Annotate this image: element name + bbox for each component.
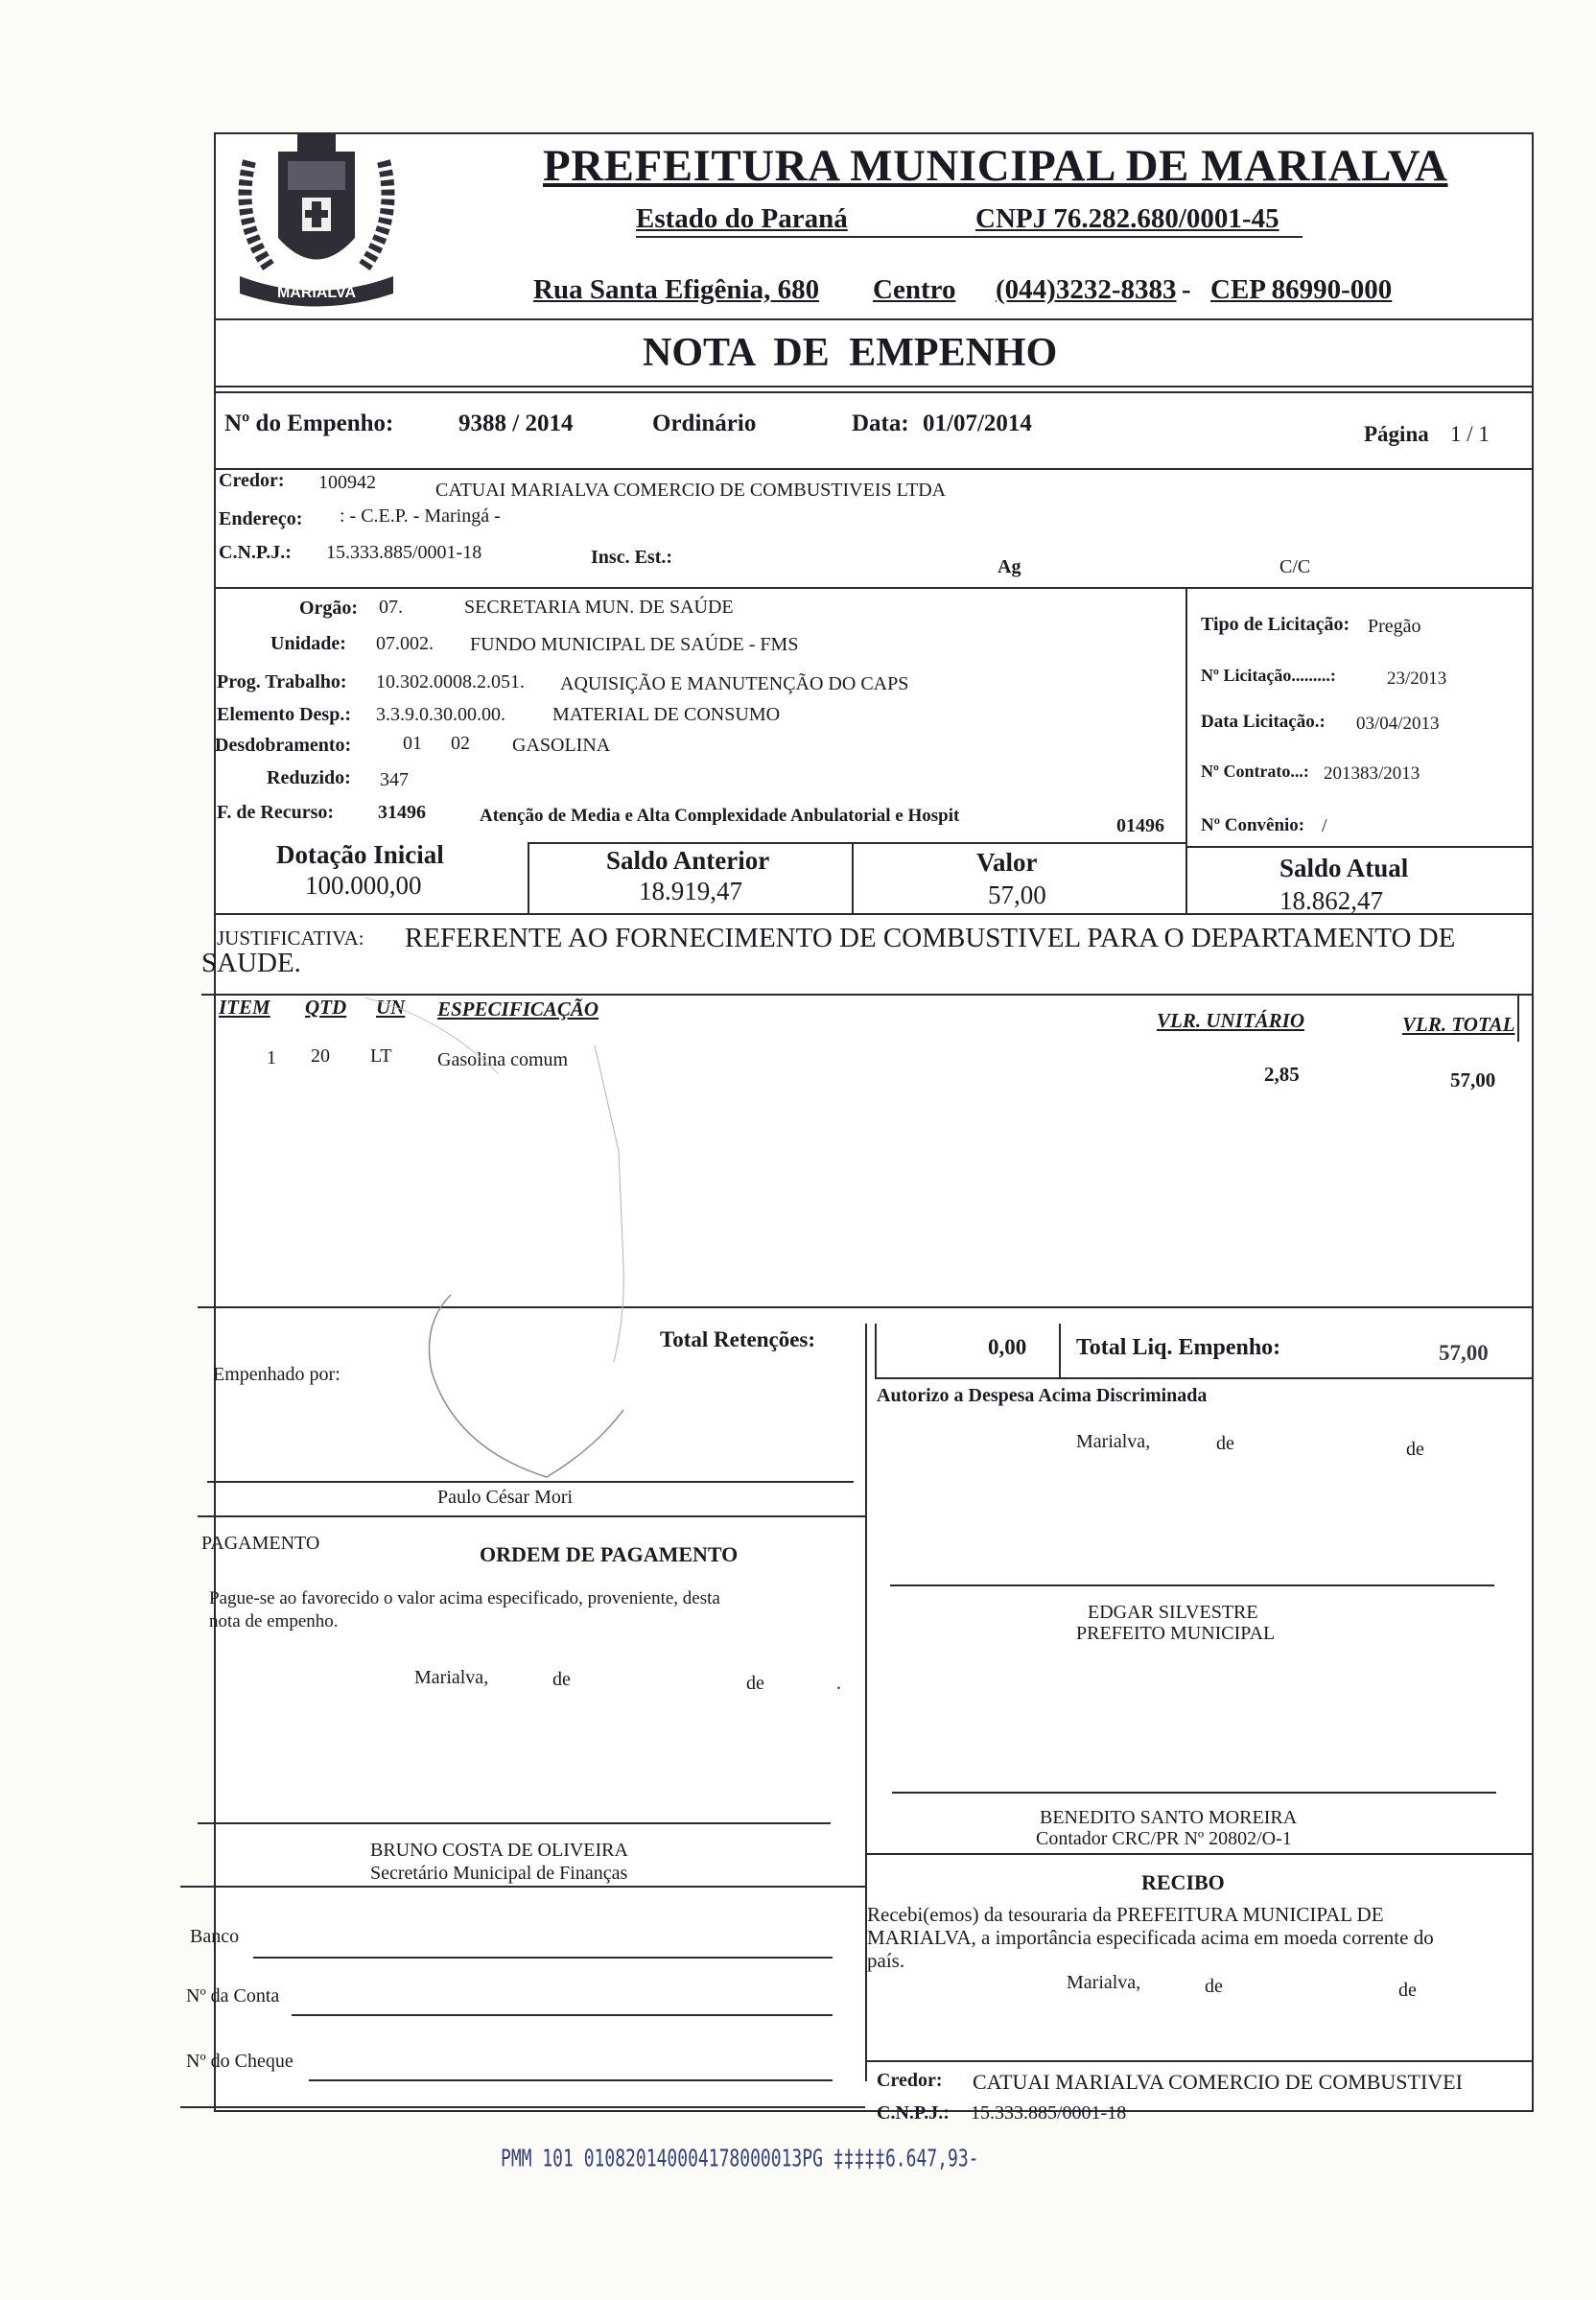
prog-trabalho-name: AQUISIÇÃO E MANUTENÇÃO DO CAPS [560, 673, 909, 694]
district: Centro [873, 274, 956, 305]
licitacao-date: 03/04/2013 [1356, 714, 1440, 734]
unidade-code: 07.002. [376, 633, 434, 654]
prefeito-role: PREFEITO MUNICIPAL [1076, 1623, 1276, 1644]
item-un: LT [370, 1045, 392, 1067]
pagamento-city: Marialva, [414, 1667, 489, 1688]
page-number: 1 / 1 [1450, 422, 1490, 446]
elemento-name: MATERIAL DE CONSUMO [552, 704, 781, 725]
rule [214, 468, 1532, 470]
cnpj-label: C.N.P.J.: [219, 542, 292, 563]
prog-trabalho-label: Prog. Trabalho: [217, 671, 347, 692]
recurso-label: F. de Recurso: [217, 802, 335, 823]
col-total-header: VLR. TOTAL [1402, 1013, 1515, 1036]
recibo-de-1: de [1205, 1976, 1223, 1997]
contrato-value: 201383/2013 [1324, 763, 1420, 784]
justificativa-label: JUSTIFICATIVA: [217, 927, 364, 950]
secretario-name: BRUNO COSTA DE OLIVEIRA [370, 1840, 628, 1861]
pagamento-dot: . [836, 1673, 841, 1694]
saldo-anterior-value: 18.919,47 [639, 877, 742, 905]
ag-label: Ag [998, 556, 1021, 577]
valor-label: Valor [976, 848, 1038, 877]
dotacao-label: Dotação Inicial [276, 840, 444, 869]
cheque-label: Nº do Cheque [186, 2051, 293, 2072]
rule [214, 386, 1532, 387]
svg-text:MARIALVA: MARIALVA [276, 285, 357, 301]
justificativa-text: REFERENTE AO FORNECIMENTO DE COMBUSTIVEL PARA O DEPARTAMENTO DE [405, 923, 1456, 953]
credor-code: 100942 [318, 472, 376, 493]
prefeitura-title: PREFEITURA MUNICIPAL DE MARIALVA [543, 141, 1448, 191]
banco-line [253, 1957, 833, 1959]
orgao-name: SECRETARIA MUN. DE SAÚDE [464, 597, 734, 618]
dotacao-value: 100.000,00 [305, 871, 422, 900]
col-qtd-header: QTD [305, 996, 347, 1019]
recibo-cnpj-label: C.N.P.J.: [877, 2102, 950, 2124]
budget-divider [1185, 587, 1187, 913]
recibo-de-2: de [1398, 1980, 1417, 2001]
prefeitura-cnpj: CNPJ 76.282.680/0001-45 [975, 203, 1279, 234]
rule [180, 1886, 865, 1888]
autorizo-de-1: de [1216, 1433, 1234, 1454]
recurso-name: Atenção de Media e Alta Complexidade Anbulatorial e Hospit [480, 806, 960, 826]
empenhado-label: Empenhado por: [213, 1364, 340, 1385]
pagamento-text-1: Pague-se ao favorecido o valor acima especificado, proveniente, desta [209, 1588, 720, 1608]
empenho-number: 9388 / 2014 [458, 411, 574, 436]
recibo-city: Marialva, [1067, 1972, 1141, 1993]
address-label: Endereço: [219, 508, 303, 529]
saldo-anterior-label: Saldo Anterior [606, 846, 770, 875]
col-item-header: ITEM [219, 996, 270, 1019]
conta-label: Nº da Conta [186, 1985, 280, 2007]
unidade-label: Unidade: [270, 633, 346, 654]
reduzido-value: 347 [380, 769, 409, 790]
municipal-seal [221, 123, 412, 315]
autorizo-de-2: de [1406, 1439, 1424, 1460]
retencoes-label: Total Retenções: [660, 1327, 816, 1351]
liq-divider [1059, 1324, 1061, 1377]
saldo-atual-value: 18.862,47 [1279, 886, 1383, 915]
licitacao-number-label: Nº Licitação.........: [1201, 666, 1336, 685]
recibo-text-3: país. [867, 1949, 905, 1972]
pencil-marks [364, 997, 671, 1496]
recibo-cnpj: 15.333.885/0001-18 [971, 2102, 1127, 2124]
item-spec: Gasolina comum [437, 1049, 569, 1070]
desdobramento-name: GASOLINA [512, 735, 611, 756]
saldo-atual-label: Saldo Atual [1279, 854, 1409, 882]
banco-label: Banco [190, 1926, 240, 1947]
col-total-edge [1517, 994, 1519, 1042]
phone: (044)3232-8383 [996, 274, 1177, 305]
tipo-licitacao-value: Pregão [1368, 616, 1421, 637]
rule [214, 391, 1532, 393]
empenhado-name: Paulo César Mori [437, 1487, 574, 1508]
address-dash: - [1182, 274, 1191, 305]
licitacao-number: 23/2013 [1387, 669, 1447, 689]
reduzido-label: Reduzido: [267, 767, 351, 788]
empenho-type: Ordinário [652, 411, 757, 436]
tipo-licitacao-label: Tipo de Licitação: [1201, 614, 1350, 635]
recurso-code: 31496 [378, 802, 426, 823]
item-total: 57,00 [1450, 1068, 1496, 1091]
orgao-code: 07. [379, 597, 403, 618]
pagamento-text-2: nota de empenho. [209, 1611, 339, 1631]
licitacao-date-label: Data Licitação.: [1201, 712, 1326, 732]
rule [214, 318, 1532, 320]
credor-address: : - C.E.P. - Maringá - [340, 505, 501, 527]
convenio-value: / [1322, 815, 1327, 836]
recibo-title: RECIBO [1141, 1870, 1225, 1894]
contador-name: BENEDITO SANTO MOREIRA [1040, 1807, 1298, 1828]
secretario-signature-line [198, 1822, 831, 1824]
convenio-label: Nº Convênio: [1201, 815, 1305, 835]
empenho-date-label: Data: [852, 411, 909, 436]
prog-trabalho-code: 10.302.0008.2.051. [376, 671, 525, 692]
total-liq-label: Total Liq. Empenho: [1076, 1335, 1281, 1360]
payment-stamp: PMM 101 010820140004178000013PG ‡‡‡‡‡6.647,93- [501, 2145, 979, 2173]
item-qtd: 20 [311, 1045, 330, 1067]
pagamento-de-2: de [746, 1673, 764, 1694]
insc-est-label: Insc. Est.: [591, 547, 673, 568]
header-underline [636, 236, 1303, 238]
conta-line [292, 2014, 833, 2016]
rule [865, 1853, 1532, 1855]
recurso-number: 01496 [1116, 815, 1164, 836]
state-name: Estado do Paraná [636, 203, 848, 234]
total-liq-value: 57,00 [1439, 1341, 1489, 1365]
empenho-date: 01/07/2014 [923, 411, 1032, 436]
desdobramento-b: 02 [451, 733, 470, 754]
retencoes-divider [875, 1324, 877, 1377]
orgao-label: Orgão: [299, 598, 359, 619]
rule [180, 2106, 865, 2108]
col-un-header: UN [376, 996, 406, 1019]
empenho-number-label: Nº do Empenho: [224, 411, 394, 436]
col-spec-header: ESPECIFICAÇÃO [437, 997, 599, 1021]
secretario-role: Secretário Municipal de Finanças [370, 1863, 628, 1884]
rule [1185, 846, 1532, 848]
retencoes-value: 0,00 [988, 1335, 1027, 1359]
document-title: NOTA DE EMPENHO [643, 331, 1058, 375]
prefeito-name: EDGAR SILVESTRE [1088, 1602, 1258, 1623]
recibo-credor-label: Credor: [877, 2070, 943, 2091]
cc-label: C/C [1279, 556, 1311, 577]
street-address: Rua Santa Efigênia, 680 [533, 274, 820, 305]
rule [214, 913, 1532, 915]
autorizo-title: Autorizo a Despesa Acima Discriminada [877, 1385, 1208, 1406]
recibo-credor-name: CATUAI MARIALVA COMERCIO DE COMBUSTIVEI [973, 2070, 1463, 2094]
pagamento-de-1: de [552, 1669, 571, 1690]
recibo-text-2: MARIALVA, a importância especificada acima em moeda corrente do [867, 1926, 1434, 1949]
contador-role: Contador CRC/PR Nº 20802/O-1 [1036, 1828, 1292, 1849]
cheque-line [309, 2079, 833, 2081]
item-number: 1 [267, 1047, 276, 1068]
valor-value: 57,00 [988, 880, 1046, 909]
rule [214, 587, 1532, 589]
justificativa-text-2: SAUDE. [201, 948, 301, 978]
unidade-name: FUNDO MUNICIPAL DE SAÚDE - FMS [470, 634, 799, 655]
recibo-text-1: Recebi(emos) da tesouraria da PREFEITURA MUNICIPAL DE [867, 1903, 1384, 1926]
col-unit-header: VLR. UNITÁRIO [1157, 1009, 1305, 1032]
elemento-code: 3.3.9.0.30.00.00. [376, 704, 505, 725]
contador-signature-line [892, 1792, 1496, 1794]
rule [528, 842, 1185, 844]
contrato-label: Nº Contrato...: [1201, 762, 1309, 781]
cep: CEP 86990-000 [1210, 274, 1393, 305]
pagamento-label: PAGAMENTO [201, 1533, 320, 1554]
elemento-label: Elemento Desp.: [217, 704, 351, 725]
prefeito-signature-line [890, 1584, 1494, 1586]
credor-label: Credor: [219, 470, 285, 491]
rule [865, 2060, 1532, 2062]
item-unit-price: 2,85 [1264, 1063, 1300, 1086]
autorizo-city: Marialva, [1076, 1431, 1151, 1452]
rule [875, 1377, 1532, 1379]
desdobramento-a: 01 [403, 733, 422, 754]
box-divider [528, 842, 529, 913]
credor-cnpj: 15.333.885/0001-18 [326, 542, 482, 563]
desdobramento-label: Desdobramento: [215, 735, 352, 756]
rule [198, 1515, 865, 1517]
credor-name: CATUAI MARIALVA COMERCIO DE COMBUSTIVEIS LTDA [435, 480, 947, 501]
ordem-pagamento-title: ORDEM DE PAGAMENTO [480, 1542, 739, 1566]
box-divider [852, 842, 854, 913]
page-label: Página [1364, 422, 1429, 446]
